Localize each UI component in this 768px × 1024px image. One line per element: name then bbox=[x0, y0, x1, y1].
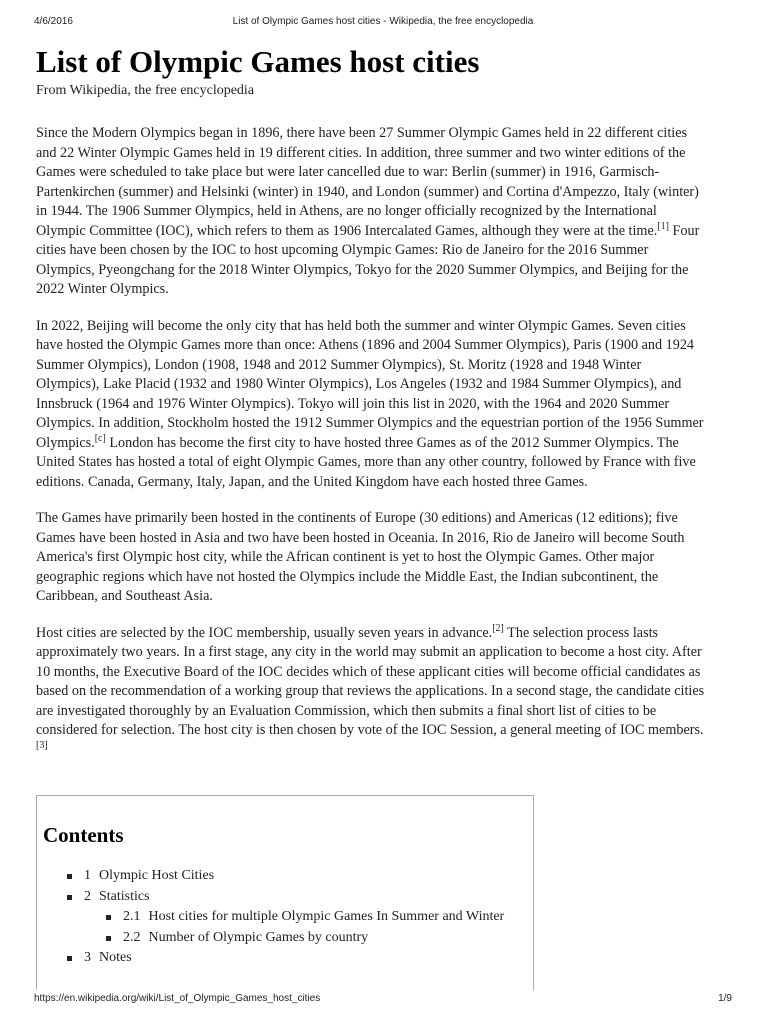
toc-item-statistics[interactable] bbox=[37, 887, 533, 949]
print-footer bbox=[34, 993, 732, 1007]
page-title: List of Olympic Games host cities bbox=[36, 44, 480, 79]
toc-number: 3 bbox=[84, 950, 91, 965]
toc-heading: Contents bbox=[43, 823, 124, 847]
reference-link-1[interactable]: [1] bbox=[657, 220, 669, 232]
intro-paragraph-2 bbox=[36, 317, 708, 493]
toc-number: 2.1 bbox=[123, 909, 141, 924]
bullet-icon bbox=[67, 956, 72, 961]
toc-label: Statistics bbox=[99, 888, 150, 904]
print-date: 4/6/2016 bbox=[34, 16, 73, 27]
bullet-icon bbox=[67, 874, 72, 879]
toc-item-olympic-host-cities[interactable] bbox=[37, 866, 533, 887]
toc-number: 2 bbox=[84, 888, 91, 904]
print-title: List of Olympic Games host cities - Wikipedia, the free encyclopedia bbox=[232, 16, 534, 27]
intro-paragraph-3: The Games have primarily been hosted in the continents of Europe (30 editions) and Americas (12 editions); five Games have been hosted in Asia and two have been hosted in Oceania. In 2016, Rio de Janeiro will become South America's first Olympic host city, while the African continent is yet to host the Olympic Games. Other major geographic regions which have not hosted the Olympics include the Middle East, the Indian subcontinent, the Caribbean, and Southeast Asia. bbox=[36, 510, 685, 604]
paragraph-1-text-a: Since the Modern Olympics began in 1896, there have been 27 Summer Olympic Games held in 22 different cities and 22 Winter Olympic Games held in 19 different cities. In addition, three summer and two winter editions of the Games were scheduled to take place but were later cancelled due to war: Berlin (summer) in 1916, Garmisch-Partenkirchen (summer) and Helsinki (winter) in 1940, and London (summer) and Cortina d'Ampezzo, Italy (winter) in 1944. The 1906 Summer Olympics, held in Athens, are no longer officially recognized by the International Olympic Committee (IOC), which refers to them as 1906 Intercalated Games, although they were at the time. bbox=[36, 125, 699, 239]
table-of-contents bbox=[36, 795, 534, 990]
intro-paragraph-1 bbox=[36, 124, 708, 300]
toc-label: Notes bbox=[99, 950, 132, 965]
reference-link-3[interactable]: [3] bbox=[36, 739, 48, 751]
print-header bbox=[34, 16, 732, 30]
print-url: https://en.wikipedia.org/wiki/List_of_Olympic_Games_host_cities bbox=[34, 993, 321, 1004]
toc-label: Host cities for multiple Olympic Games In Summer and Winter bbox=[148, 909, 505, 924]
paragraph-2-text-a: In 2022, Beijing will become the only city that has held both the summer and winter Olympic Games. Seven cities have hosted the Olympic Games more than once: Athens (1896 and 2004 Summer Olympics), Paris (1900 and 1924 Summer Olympics), London (1908, 1948 and 2012 Summer Olympics), St. Moritz (1928 and 1948 Winter Olympics), Lake Placid (1932 and 1980 Winter Olympics), Los Angeles (1932 and 1984 Summer Olympics), and Innsbruck (1964 and 1976 Winter Olympics). Tokyo will join this list in 2020, with the 1964 and 2020 Summer Olympics. In addition, Stockholm hosted the 1912 Summer Olympics and the equestrian portion of the 1956 Summer Olympics. bbox=[36, 317, 704, 451]
reference-link-2[interactable]: [2] bbox=[492, 622, 504, 634]
toc-list bbox=[37, 866, 533, 969]
paragraph-1-text-b: Four cities have been chosen by the IOC to host upcoming Olympic Games: Rio de Janeiro for the 2016 Summer Olympics, Pyeongchang for the 2018 Winter Olympics, Tokyo for the 2020 Summer Olympics, and Beijing for the 2022 Winter Olympics. bbox=[36, 222, 700, 297]
paragraph-4-text-a: Host cities are selected by the IOC membership, usually seven years in advance. bbox=[36, 624, 493, 641]
intro-paragraph-4 bbox=[36, 624, 708, 761]
toc-number: 1 bbox=[84, 868, 91, 883]
toc-number: 2.2 bbox=[123, 929, 141, 945]
toc-sublist bbox=[84, 907, 533, 948]
bullet-icon bbox=[106, 915, 111, 920]
article-content bbox=[36, 42, 708, 777]
page-counter: 1/9 bbox=[718, 993, 732, 1004]
toc-item-games-by-country[interactable] bbox=[84, 928, 533, 949]
toc-item-notes[interactable] bbox=[37, 948, 533, 969]
toc-item-multiple-host-cities[interactable] bbox=[84, 907, 533, 928]
toc-label: Olympic Host Cities bbox=[99, 868, 215, 883]
site-tagline: From Wikipedia, the free encyclopedia bbox=[36, 83, 255, 98]
bullet-icon bbox=[67, 895, 72, 900]
paragraph-4-text-b: The selection process lasts approximately two years. In a first stage, any city in the world may submit an application to become a host city. After 10 months, the Executive Board of the IOC decides which of these applicant cities will become official candidates as based on the recommendation of a working group that reviews the applications. In a second stage, the candidate cities are investigated thoroughly by an Evaluation Commission, which then submits a final short list of cities to be considered for selection. The host city is then chosen by vote of the IOC Session, a general meeting of IOC members. bbox=[36, 624, 705, 738]
bullet-icon bbox=[106, 936, 111, 941]
note-link-c[interactable]: [c] bbox=[94, 432, 106, 444]
toc-label: Number of Olympic Games by country bbox=[148, 929, 369, 945]
paragraph-2-text-b: London has become the first city to have hosted three Games as of the 2012 Summer Olympics. The United States has hosted a total of eight Olympic Games, more than any other country, followed by France with five editions. Canada, Germany, Italy, Japan, and the United Kingdom have each hosted three Games. bbox=[36, 434, 696, 490]
